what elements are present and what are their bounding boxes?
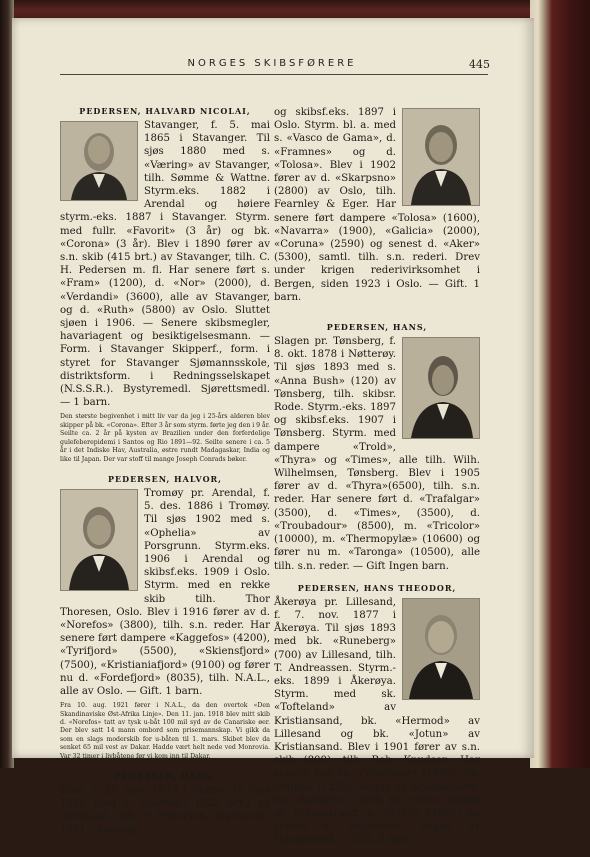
entry-text: Slagen pr. Tønsberg, f. 8. okt. 1878 i Nøtterøy. Til sjøs 1893 med s. «Anna Bush» (120) av Tønsberg, tilh. skibsr. Rode. Styrm.-eks. 1897 og skibsf.eks. 1907 i Tønsberg. Styrm. med dampere «Trold», «Thyra» og «Times», alle tilh. Wilh. Wilhelmsen, Tønsberg. Blev i 1905 fører av d. «Thyra»(6500), tilh. s.n. reder. Har senere ført d. «Trafalgar» (3500), d. «Times», (3500), d. «Troubadour» (8500), m. «Tricolor» (10000), m. «Thermopylæ» (10600) og fører nu m. «Taronga» (10500), alle tilh. s.n. reder. — Gift Ingen barn. [274,336,480,572]
book-page [12,18,534,846]
entry-hans-oslo [60,771,270,837]
portrait-photo-icon [402,337,480,439]
entry-name: PEDERSEN, HALVARD NICOLAI, [79,106,251,116]
left-column [60,106,270,847]
running-title: NORGES SKIBSFØRERE [187,58,357,69]
entry-name: PEDERSEN, HANS, [114,771,216,781]
right-column [274,106,480,857]
book-binding-right [530,0,590,768]
entry-text: og skibsf.eks. 1897 i Oslo. Styrm. bl. a. med s. «Vasco de Gama», d. «Framnes» og d. «Tolosa». Blev i 1902 fører av d. «Skarpsno» (2800) av Oslo, tilh. Fearnley & Eger. Har senere ført dampere «Tolosa» (1600), «Navarra» (1900), «Galicia» (2000), «Coruna» (2590) og senest d. «Aker» (5300), samtl. tilh. s.n. rederi. Drev under krigen rederivirksomhet i Bergen, siden 1923 i Oslo. — Gift. 1 barn. [274,107,480,303]
entry-text: Oslo, f. 27. des. 1873 i Fjære. Til sjøs 1888 med s. «Sidney» (822 brt.) av Grimstad, tilh. P. Pedersen. Styrm.eks. 1891 i Arendal [60,785,270,836]
entry-hans-slagen [274,322,480,573]
entry-halvor [60,474,270,761]
header-rule [60,74,488,75]
page-number: 445 [469,58,490,71]
entry-note: Fra 10. aug. 1921 fører i N.A.L., da den overtok «Den Skandinaviske Øst-Afrika Linje». Den 11. jan. 1918 blev mitt skib d. «Norefos» tatt av tysk u-båt 100 mil syd av de Canariske øer. Der blev satt 14 mann ombord som prisemannskap. Vi gikk da som en slags moderskib for u-båten til 1. mars. Skibet blev da senket 65 mil vest av Dakar. Hadde vært helt nede ved Monrovia. Var 32 timer i livbåtene før vi kom inn til Dakar. [60,702,270,760]
portrait-photo-icon [60,121,138,201]
entry-text: Åkerøya pr. Lillesand, f. 7. nov. 1877 i Åkerøya. Til sjøs 1893 med bk. «Runeberg» (700) av Lillesand, tilh. T. Andreassen. Styrm.-eks. 1899 i Åkerøya. Styrm. med sk. «Tofteland» av Kristiansand, bk. «Hermod» av Lillesand og bk. «Jotun» av Kristiansand. Blev i 1901 fører av s.n. skib (800), tilh. Rob. Knudsen. Har senere ført bk. «Wayfarer» (1000), bk. «Mimi» (1250), begge av Kristiansand, bk. «Norden» (1650), bk. «Trio», begge av Tvedestrand, d. «Frey» (4800) og senest d. «Fjorden», begge av Haugesund. — Gift. 3 barn. [274,596,480,846]
portrait-photo-icon [60,489,138,591]
entry-halvard-nicolai [60,106,270,464]
entry-name: PEDERSEN, HALVOR, [108,473,222,484]
entry-note: Den største begivenhet i mitt liv var da jeg i 25-års alderen blev skipper på bk. «Corona». Efter 3 år som styrm. førte jeg den i 9 år. Seilte ca. 2 år på kysten av Brazilien under den forferdelige gulefeberepidemi i Santos og Rio 1891—92. Seilte senere i ca. 5 år i det Indiske Hav, Australia, østre rundt Madagaskar, India og like til Japan. Der var stoff til mange Joseph Conrads bøker. [60,413,270,463]
portrait-photo-icon [402,598,480,700]
entry-text: Tromøy pr. Arendal, f. 5. des. 1886 i Tromøy. Til sjøs 1902 med s. «Ophelia» av Porsgrunn. Styrm.eks. 1906 i Arendal og skibsf.eks. 1909 i Oslo. Styrm. med en rekke skib tilh. Thor Thoresen, Oslo. Blev i 1916 fører av d. «Norefos» (3800), tilh. s.n. reder. Har senere ført dampere «Kaggefos» (4200), «Tyrifjord» (5500), «Skiensfjord» (7500), «Kristianiafjord» (9100) og fører nu d. «Fordefjord» (8035), tilh. N.A.L., alle av Oslo. — Gift. 1 barn. [60,487,270,697]
portrait-photo-icon [402,108,480,206]
entry-name: PEDERSEN, HANS THEODOR, [297,582,457,593]
entry-name: PEDERSEN, HANS, [326,322,428,333]
entry-hans-oslo-continued [274,106,480,304]
entry-text: Stavanger, f. 5. mai 1865 i Stavanger. Til sjøs 1880 med s. «Væring» av Stavanger, tilh. Sømme & Wattne. Styrm.eks. 1882 i Arendal og høiere styrm.-eks. 1887 i Stavanger. Styrm. med fullr. «Favorit» (3 år) og bk. «Corona» (3 år). Blev i 1890 fører av s.n. skib (415 brt.) av Stavanger, tilh. C. H. Pedersen m. fl. Har senere ført s. «Fram» (1200), d. «Nor» (2000), d. «Verdandi» (3600), alle av Stavanger, og d. «Ruth» (5800) av Oslo. Sluttet sjøen i 1906. — Senere skibsmegler, havariagent og besiktigelsesmann. — Form. i Stavanger Skipperf., form. i styret for Stavanger Sjømannsskole, distriktsform. i Redningsselskapet (N.S.S.R.). Bystyremedl. Sjørettsmedl. — 1 barn. [60,120,270,409]
entry-hans-theodor [274,583,480,847]
